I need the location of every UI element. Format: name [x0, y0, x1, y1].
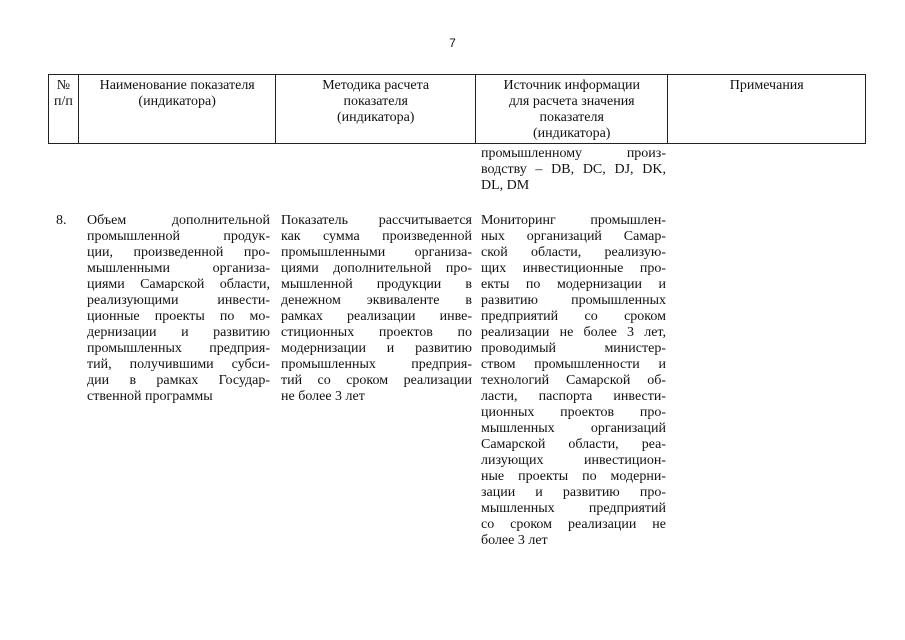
header-text-line: показателя	[343, 94, 408, 109]
header-text-line: Источник информации	[503, 78, 640, 93]
header-cell-source	[476, 75, 669, 143]
text-line: более 3 лет	[481, 533, 548, 548]
header-text-line: показателя	[539, 110, 604, 125]
text-line: реализации не более 3 лет,	[481, 325, 666, 340]
text-line: ционные проекты по мо-	[87, 309, 270, 324]
text-line: не более 3 лет	[281, 389, 365, 404]
text-line: мышленных организаций	[481, 421, 666, 436]
header-text-line: Наименование показателя	[99, 78, 255, 93]
information-source-text	[481, 213, 666, 549]
text-line: ской области, реализую-	[481, 245, 666, 260]
header-text-line: №	[56, 78, 71, 93]
text-line: промышленными организа-	[281, 245, 472, 260]
text-line: щих инвестиционные про-	[481, 261, 666, 276]
indicator-name-text	[87, 213, 270, 405]
text-line: циями Самарской области,	[87, 277, 270, 292]
header-text-line: для расчета значения	[508, 94, 635, 109]
header-cell-number	[49, 75, 79, 143]
text-line: зации и развитию про-	[481, 485, 666, 500]
text-line: технологий Самарской об-	[481, 373, 666, 388]
text-line: циями дополнительной про-	[281, 261, 472, 276]
text-line: ные проекты по модерни-	[481, 469, 666, 484]
text-line: модернизации и развитию	[281, 341, 472, 356]
text-line: ционных проектов про-	[481, 405, 666, 420]
text-line: тий со сроком реализации	[281, 373, 472, 388]
text-line: водству – DB, DC, DJ, DK,	[481, 162, 666, 177]
text-line: ных организаций Самар-	[481, 229, 666, 244]
header-text-line: п/п	[54, 94, 73, 109]
header-cell-method	[276, 75, 476, 143]
text-line: ласти, паспорта инвести-	[481, 389, 666, 404]
text-line: предприятий со сроком	[481, 309, 666, 324]
header-text-line: (индикатора)	[138, 94, 216, 109]
text-line: тий, получившими субси-	[87, 357, 270, 372]
header-text-line: (индикатора)	[532, 126, 611, 141]
text-line: развитию промышленных	[481, 293, 666, 308]
text-line: мышленных предприятий	[481, 501, 666, 516]
table-header	[48, 74, 866, 144]
header-text-line: Примечания	[729, 78, 804, 93]
text-line: реализующими инвести-	[87, 293, 270, 308]
text-line: ственной программы	[87, 389, 213, 404]
source-continuation-text	[481, 146, 666, 194]
header-text-line: Методика расчета	[322, 78, 430, 93]
text-line: промышленных предприя-	[281, 357, 472, 372]
page-number: 7	[449, 36, 456, 50]
text-line: рамках реализации инве-	[281, 309, 472, 324]
row-number: 8.	[56, 213, 67, 228]
text-line: мышленными организа-	[87, 261, 270, 276]
text-line: DL, DM	[481, 178, 530, 193]
text-line: денежном эквиваленте в	[281, 293, 472, 308]
text-line: со сроком реализации не	[481, 517, 666, 532]
text-line: Самарской области, реа-	[481, 437, 666, 452]
text-line: Показатель рассчитывается	[281, 213, 472, 228]
text-line: мышленной продукции в	[281, 277, 472, 292]
text-line: лизующих инвестицион-	[481, 453, 666, 468]
text-line: дернизации и развитию	[87, 325, 270, 340]
text-line: промышленному произ-	[481, 146, 666, 161]
header-cell-notes	[668, 75, 865, 143]
text-line: промышленных предприя-	[87, 341, 270, 356]
header-text-line: (индикатора)	[336, 110, 415, 125]
text-line: промышленной продук-	[87, 229, 270, 244]
calculation-method-text	[281, 213, 472, 405]
text-line: екты по модернизации и	[481, 277, 666, 292]
text-line: дии в рамках Государ-	[87, 373, 270, 388]
text-line: ством промышленности и	[481, 357, 666, 372]
text-line: как сумма произведенной	[281, 229, 472, 244]
text-line: проводимый министер-	[481, 341, 666, 356]
text-line: Мониторинг промышлен-	[481, 213, 666, 228]
text-line: ции, произведенной про-	[87, 245, 270, 260]
text-line: Объем дополнительной	[87, 213, 270, 228]
text-line: стиционных проектов по	[281, 325, 472, 340]
header-cell-name	[79, 75, 277, 143]
